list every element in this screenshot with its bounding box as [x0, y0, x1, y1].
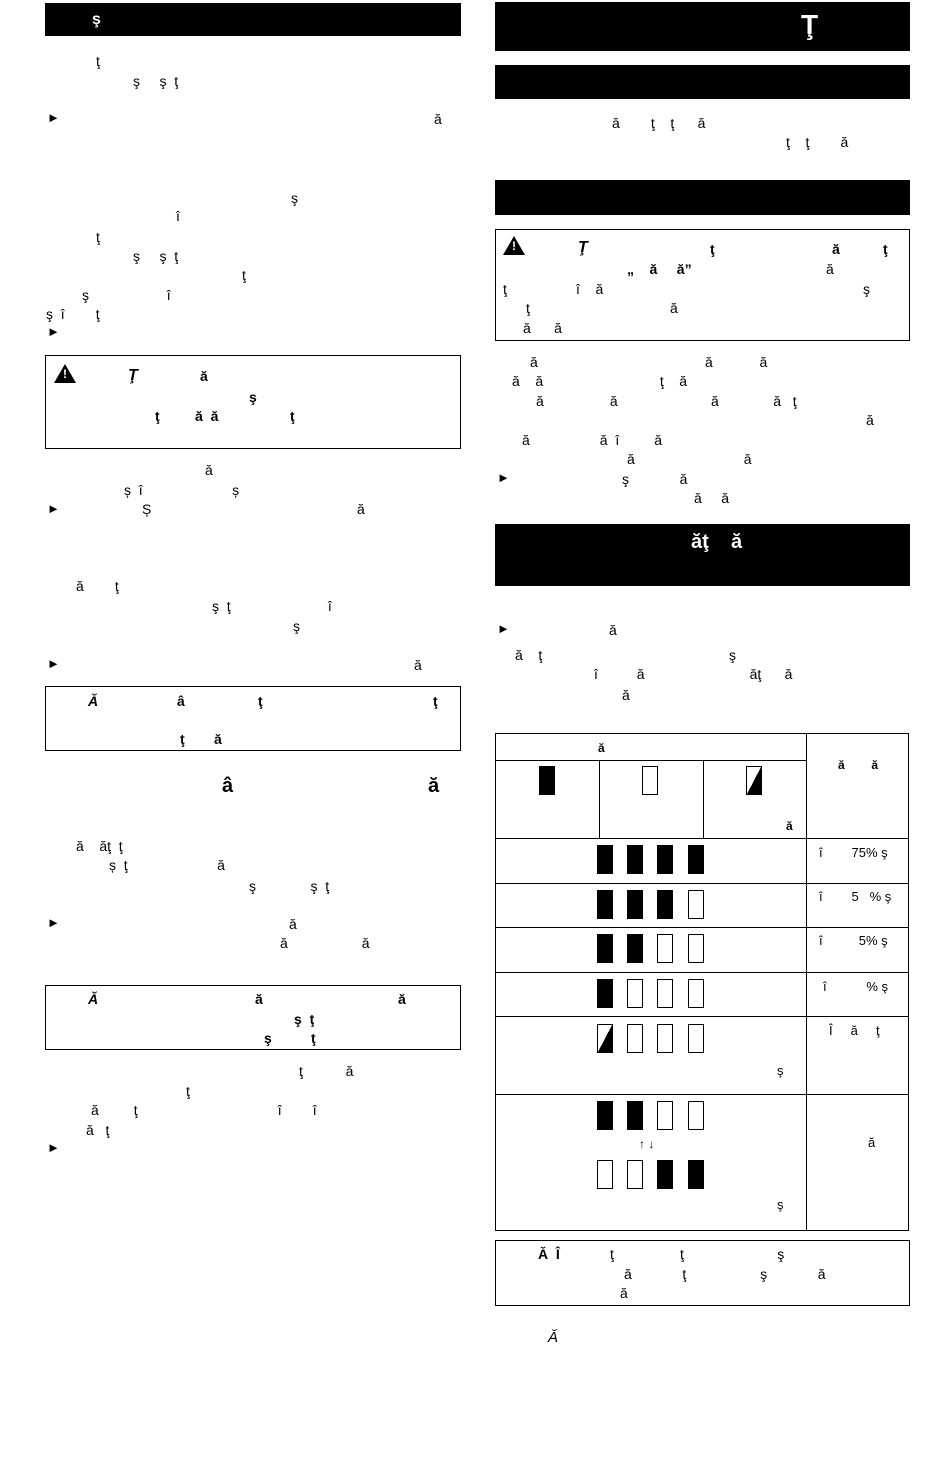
- row-note: ş: [777, 1197, 784, 1212]
- indicator-lamp: [597, 1160, 613, 1189]
- warning-text: ă: [200, 368, 208, 384]
- warning-text: î ă: [576, 281, 604, 297]
- bullet-text: ă: [414, 657, 422, 673]
- capacity-description: î % ş: [823, 979, 889, 994]
- note-box: [45, 985, 461, 1050]
- warning-text: Ţ: [128, 367, 138, 384]
- warning-text: ţ: [710, 241, 715, 257]
- paragraph-line: ş ş ţ: [133, 248, 179, 264]
- paragraph-line: ş ş ţ: [249, 878, 330, 894]
- indicator-lamp: [688, 1160, 704, 1189]
- paragraph-line: ă ă ă ă ţ: [536, 393, 797, 409]
- paragraph-line: ţ ă: [299, 1063, 354, 1079]
- paragraph-line: ă ă ţ ă: [512, 373, 688, 389]
- paragraph-line: ă ţ: [86, 1122, 110, 1138]
- indicator-lamp: [597, 934, 613, 963]
- note-box: [45, 686, 461, 751]
- note-text: ţ ţ ş: [610, 1246, 785, 1262]
- section-header-title: ş: [92, 11, 101, 28]
- bullet-arrow-icon: ►: [47, 656, 60, 671]
- indicator-lamp: [657, 1024, 673, 1053]
- indicator-lamp: [627, 1024, 643, 1053]
- indicator-table: [495, 733, 909, 1231]
- bullet-text: ă: [357, 501, 365, 517]
- paragraph-line: î ă ăţ ă: [594, 666, 793, 682]
- note-text: Ă Î: [538, 1246, 560, 1262]
- paragraph-line: ă ţ ş: [515, 647, 736, 663]
- capacity-description: Î ă ţ: [829, 1023, 880, 1038]
- warning-text: ş: [249, 389, 257, 405]
- warning-text: ţ: [155, 408, 160, 424]
- warning-triangle-icon: [54, 364, 76, 383]
- indicator-lamp: [627, 979, 643, 1008]
- note-text: ă: [620, 1285, 628, 1301]
- capacity-description: î 5% ş: [819, 933, 888, 948]
- indicator-lamp: [688, 1024, 704, 1053]
- indicator-lamp: [597, 845, 613, 874]
- paragraph-line: ș î ș: [124, 482, 240, 498]
- warning-text: ţ: [290, 408, 295, 424]
- bullet-arrow-icon: ►: [47, 915, 60, 930]
- footer-text: Ă: [548, 1329, 559, 1346]
- indicator-lamp: [597, 890, 613, 919]
- bullet-arrow-icon: ►: [47, 324, 60, 339]
- indicator-lamp: [688, 890, 704, 919]
- chapter-title: Ţ: [801, 9, 819, 40]
- paragraph-line: ă ă î ă: [522, 432, 663, 448]
- paragraph-line: ă ă ă: [530, 354, 768, 370]
- warning-text: ţ: [526, 300, 530, 316]
- bullet-arrow-icon: ►: [47, 110, 60, 125]
- indicator-lamp: [627, 890, 643, 919]
- bullet-arrow-icon: ►: [47, 1140, 60, 1155]
- warning-text: ă ă: [523, 320, 562, 336]
- bullet-text: ă ă: [280, 935, 370, 951]
- bullet-text: ă: [609, 622, 617, 638]
- section-bar-title: ăţ ă: [691, 531, 743, 553]
- warning-text: ş: [863, 281, 870, 297]
- paragraph-line: ă ţ î î: [91, 1102, 317, 1118]
- indicator-lamp: [597, 1024, 613, 1053]
- note-box: [495, 1240, 910, 1306]
- note-text: ţ: [258, 693, 263, 709]
- bullet-text: ă ă: [694, 490, 730, 506]
- legend-note: ă: [786, 819, 793, 833]
- warning-text: ă: [826, 261, 834, 277]
- warning-box: [495, 229, 910, 341]
- capacity-description: ă: [868, 1135, 876, 1150]
- paragraph-line: ă ţ: [76, 578, 119, 594]
- section-header-bar: [45, 3, 461, 36]
- indicator-lamp: [627, 1160, 643, 1189]
- note-text: ţ: [433, 693, 438, 709]
- indicator-lamp: [657, 1101, 673, 1130]
- note-text: ţ: [311, 1030, 316, 1046]
- indicator-lamp: [688, 934, 704, 963]
- paragraph-line: ă ăţ ţ: [76, 838, 123, 854]
- capacity-description: î 75% ş: [819, 845, 888, 860]
- paragraph-line: ş î ţ: [46, 306, 100, 322]
- indicator-lamp: [657, 934, 673, 963]
- indicator-lamp: [688, 845, 704, 874]
- indicator-lamp: [657, 1160, 673, 1189]
- bullet-arrow-icon: ►: [497, 470, 510, 485]
- bullet-text: ă: [289, 916, 297, 932]
- warning-text: Ţ: [578, 239, 588, 256]
- warning-text: ţ: [503, 281, 507, 297]
- paragraph-line: ş: [293, 618, 300, 634]
- paragraph-line: ş: [291, 190, 298, 206]
- indicator-lamp: [688, 979, 704, 1008]
- indicator-lamp: [657, 845, 673, 874]
- indicator-lamp: [627, 934, 643, 963]
- paragraph-line: ă ţ ţ ă: [612, 115, 706, 131]
- capacity-description: î 5 % ş: [819, 889, 892, 904]
- bullet-text: ş ă: [622, 471, 688, 487]
- indicator-lamp: [597, 979, 613, 1008]
- note-text: Ă: [88, 693, 99, 709]
- paragraph-line: ţ: [96, 229, 100, 245]
- paragraph-line: ă: [205, 462, 213, 478]
- note-text: ă: [214, 731, 222, 747]
- indicator-lamp: [688, 1101, 704, 1130]
- paragraph-line: ă: [866, 412, 874, 428]
- warning-text: ă: [832, 241, 840, 257]
- paragraph-line: ţ: [242, 267, 246, 283]
- warning-triangle-icon: [503, 236, 525, 255]
- row-note: ş: [777, 1063, 784, 1078]
- paragraph-line: ă ă: [627, 451, 752, 467]
- indicator-lamp: [627, 845, 643, 874]
- table-header-right: ă ă: [838, 758, 879, 772]
- section-bar: [495, 65, 910, 99]
- bullet-text: ă: [434, 111, 442, 127]
- note-text: ă: [398, 991, 406, 1007]
- paragraph-line: î: [176, 208, 180, 224]
- table-header: ă: [598, 741, 605, 755]
- indicator-lamp: [657, 890, 673, 919]
- indicator-lamp: [657, 979, 673, 1008]
- indicator-lamp: [597, 1101, 613, 1130]
- paragraph-line: ţ: [96, 53, 100, 69]
- legend-blinking-indicator: [746, 766, 762, 795]
- warning-text: ţ: [883, 241, 888, 257]
- note-text: ă: [255, 991, 263, 1007]
- paragraph-line: ș ţ ă: [109, 857, 225, 873]
- warning-text: ă ă: [195, 408, 219, 424]
- legend-lit-indicator: [539, 766, 555, 795]
- paragraph-line: ţ: [186, 1083, 190, 1099]
- note-text: ţ: [180, 731, 185, 747]
- sub-heading: ă: [428, 775, 440, 797]
- chapter-title-bar: [495, 2, 910, 51]
- section-bar: [495, 180, 910, 215]
- paragraph-line: ă: [622, 687, 630, 703]
- warning-box: [45, 355, 461, 449]
- warning-text: ă: [670, 300, 678, 316]
- note-text: â: [177, 693, 185, 709]
- legend-off-indicator: [642, 766, 658, 795]
- bullet-arrow-icon: ►: [47, 501, 60, 516]
- paragraph-line: ş ş ţ: [133, 73, 179, 89]
- alternating-arrows-icon: ↑ ↓: [639, 1137, 655, 1151]
- paragraph-line: ş î: [82, 287, 171, 303]
- paragraph-line: ş ţ î: [212, 598, 332, 614]
- note-text: ş ţ: [294, 1011, 315, 1027]
- sub-heading: â: [222, 775, 234, 797]
- note-text: ă ţ ş ă: [624, 1266, 826, 1282]
- section-bar-large: [495, 524, 910, 586]
- note-text: ş: [264, 1030, 272, 1046]
- paragraph-line: ţ ţ ă: [786, 134, 849, 150]
- bullet-text: Ș: [142, 501, 152, 517]
- warning-text: „ ă ă”: [627, 261, 692, 277]
- note-text: Ă: [88, 991, 99, 1007]
- indicator-lamp: [627, 1101, 643, 1130]
- bullet-arrow-icon: ►: [497, 621, 510, 636]
